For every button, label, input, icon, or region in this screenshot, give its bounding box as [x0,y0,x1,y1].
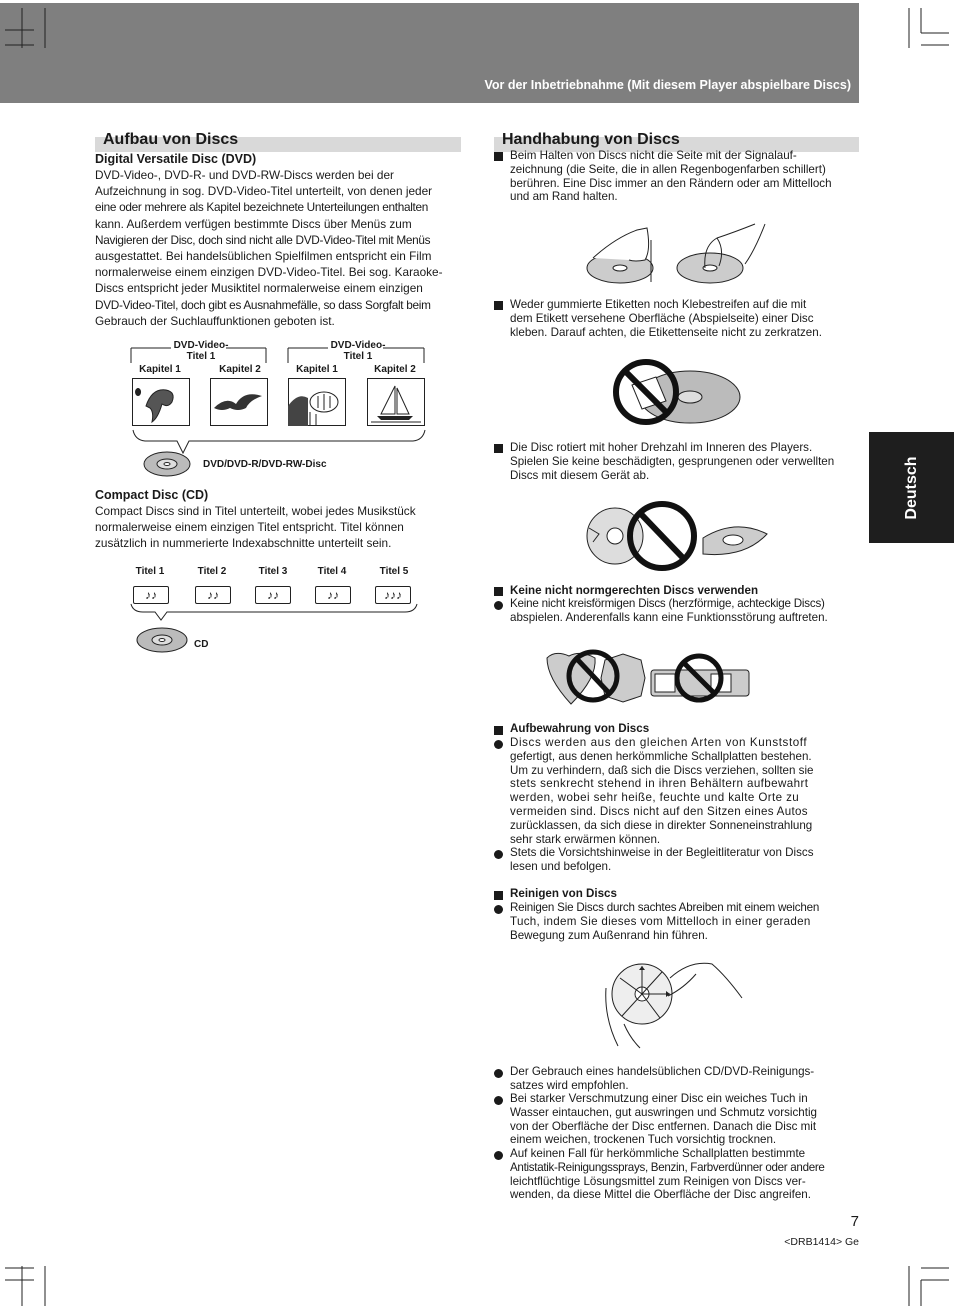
cleaning-heading: Reinigen von Discs [510,887,617,900]
bird-frame-icon [210,378,268,426]
cd-track-box: ♪♪ [315,586,351,604]
cd-title-label: Titel 5 [379,566,409,577]
no-damaged-discs-icon [585,498,770,574]
storage-heading: Aufbewahrung von Discs [510,722,650,735]
chapter-label: Kapitel 2 [374,364,416,375]
title-label-a: DVD-Video- Titel 1 [173,340,229,362]
cleaning-paragraph [510,901,859,942]
text-line: wenden, da diese Mittel die Oberfläche der Disc angreifen. [510,1188,811,1202]
section-title-bar [95,131,461,152]
bullet-square [494,152,503,161]
bullet-dot [494,1069,503,1078]
text-line: normalerweise einem einzigen DVD-Video-Titel. Bei sog. Karaoke- [95,265,443,280]
chapter-label: Kapitel 1 [139,364,181,375]
text-line: und am Rand halten. [510,190,618,204]
text-line: von der Oberfläche der Disc entfernen. Danach die Disc mit [510,1119,817,1133]
text-line: Weder gummierte Etiketten noch Klebestreifen auf die mit [510,298,807,311]
dvd-disc-icon [142,450,192,478]
text-line: normalerweise einem einzigen Titel entspricht. Titel können [95,520,404,535]
cd-track-box: ♪♪ [133,586,169,604]
cd-disc-icon [135,626,189,654]
chapter-label: Kapitel 1 [296,364,338,375]
text-line: sehr stark erwärmen können. [510,832,661,846]
text-line: Wasser eintauchen, gut auswringen und Schmutz vorsichtig [510,1105,817,1119]
language-tab[interactable] [869,432,954,543]
cd-structure-diagram [95,564,461,659]
text-line: Discs entspricht jeder Musiktitel normalerweise einem einzigen [95,281,423,296]
bullet-dot [494,601,503,610]
storage-note-paragraph [510,846,859,874]
text-line: abspielen. Anderenfalls kann eine Funktionsstörung auftreten. [510,610,828,624]
text-line: Aufzeichnung in sog. DVD-Video-Titel unterteilt, von denen jeder [95,184,433,199]
nonstandard-heading: Keine nicht normgerechten Discs verwenden [510,584,759,597]
text-line: gefertigt, aus denen herkömmliche Schallplatten bestehen. [510,749,812,763]
dvd-paragraph [95,167,461,329]
text-line: Discs mit diesem Gerät ab. [510,468,650,482]
label-warning-paragraph [510,298,859,339]
text-line: berühren. Eine Disc immer an den Rändern oder am Mittelloch [510,176,832,190]
cd-title-label: Titel 2 [197,566,227,577]
text-line: Bei starker Verschmutzung einer Disc ein weiches Tuch in [510,1092,808,1105]
bullet-dot [494,1151,503,1160]
bullet-square [494,444,503,453]
section-title: Handhabung von Discs [502,131,680,148]
heavy-dirt-paragraph [510,1092,859,1147]
fish-frame-icon [288,378,346,426]
header-title: Vor der Inbetriebnahme (Mit diesem Player abspielbare Discs) [484,78,851,92]
document-code: <DRB1414> Ge [784,1236,859,1248]
text-line: stets senkrecht stehend in ihren Behältern aufbewahrt [510,777,809,791]
text-line: zusätzlich in nummerierte Indexabschnitte unterteilt sein. [95,536,392,551]
text-line: Auf keinen Fall für herkömmliche Schallplatten bestimmte [510,1147,806,1160]
text-line: kleben. Darauf achten, die Etikettenseite nicht zu zerkratzen. [510,325,822,339]
text-line: zurücklassen, da sich diese in direkter Sonneneinstrahlung [510,818,813,832]
text-line: kann. Außerdem verfügen bestimmte Discs über Menüs zum [95,216,412,231]
bullet-square [494,587,503,596]
solvents-warning-paragraph [510,1147,859,1202]
text-line: Navigieren der Disc, doch sind nicht alle DVD-Video-Titel mit Menüs [95,232,431,247]
bullet-dot [494,905,503,914]
cd-heading: Compact Disc (CD) [95,488,209,502]
cd-title-label: Titel 3 [258,566,288,577]
text-line: Keine nicht kreisförmigen Discs (herzförmige, achteckige Discs) [510,597,825,610]
text-line: Gebrauch der Suchlauffunktionen geboten ist. [95,313,335,328]
text-line: Compact Discs sind in Titel unterteilt, wobei jedes Musikstück [95,504,416,518]
bullet-dot [494,740,503,749]
storage-paragraph [510,736,859,846]
text-line: Antistatik-Reinigungssprays, Benzin, Farbverdünner oder andere [510,1160,825,1174]
cd-title-label: Titel 1 [135,566,165,577]
text-line: Die Disc rotiert mit hoher Drehzahl im Inneren des Players. [510,441,813,454]
dvd-disc-label: DVD/DVD-R/DVD-RW-Disc [203,459,327,470]
text-line: DVD-Video-, DVD-R- und DVD-RW-Discs werden bei der [95,168,394,182]
cd-paragraph [95,503,461,552]
text-line: einem weichen, trockenen Tuch vorsichtig trocknen. [510,1133,777,1147]
text-line: Reinigen Sie Discs durch sachtes Abreiben mit einem weichen [510,901,820,914]
text-line: Bewegung zum Außenrand hin führen. [510,928,708,942]
no-shaped-discs-icon [545,648,755,708]
no-labels-prohibited-icon [612,355,742,429]
text-line: ausgestattet. Bei handelsüblichen Spielfilmen entspricht ein Film [95,249,432,264]
handling-paragraph [510,149,859,204]
text-line: leichtflüchtige Lösungsmittel zum Reinigen von Discs ver- [510,1174,806,1188]
text-line: Um zu verhindern, daß sich die Discs verziehen, sollten sie [510,763,814,777]
text-line: Der Gebrauch eines handelsüblichen CD/DVD-Reinigungs- [510,1065,815,1078]
bullet-square [494,301,503,310]
text-line: DVD-Video-Titel, doch gibt es Ausnahmefälle, so dass Sorgfalt beim [95,297,431,312]
text-line: satzes wird empfohlen. [510,1078,629,1092]
text-line: vermeiden sind. Discs nicht auf den Sitzen eines Autos [510,804,808,818]
language-tab-label: Deutsch [902,455,920,520]
text-line: Tuch, indem Sie dieses vom Mittelloch in einer geraden [510,914,811,928]
page-number: 7 [850,1213,859,1230]
sailboat-frame-icon [367,378,425,426]
cd-disc-label: CD [194,639,209,650]
text-line: Discs werden aus den gleichen Arten von Kunststoff [510,736,808,749]
dvd-structure-diagram [95,338,461,478]
text-line: zeichnung (die Seite, die in allen Regenbogenfarben schillert) [510,162,826,176]
rotation-paragraph [510,441,859,482]
text-line: Stets die Vorsichtshinweise in der Begleitliteratur von Discs [510,846,814,859]
bullet-dot [494,850,503,859]
title-label-b: DVD-Video- Titel 1 [330,340,386,362]
text-line: werden, wobei sehr heiße, feuchte und kalte Orte zu [510,791,800,805]
text-line: dem Etikett versehene Oberfläche (Abspielseite) einer Disc [510,311,814,325]
dolphin-frame-icon [132,378,190,426]
cd-track-box: ♪♪ [255,586,291,604]
text-line: eine oder mehrere als Kapitel bezeichnete Unterteilungen enthalten [95,200,429,215]
cd-track-box: ♪♪♪ [375,586,411,604]
bullet-square [494,726,503,735]
nonstandard-paragraph [510,597,859,625]
dvd-heading: Digital Versatile Disc (DVD) [95,152,257,166]
cleaning-kit-paragraph [510,1065,859,1093]
text-line: Beim Halten von Discs nicht die Seite mit der Signalauf- [510,149,797,162]
cd-track-box: ♪♪ [195,586,231,604]
bullet-dot [494,1096,503,1105]
section-title: Aufbau von Discs [103,131,239,148]
disc-cleaning-icon [600,958,750,1050]
cd-title-label: Titel 4 [317,566,347,577]
chapter-label: Kapitel 2 [219,364,261,375]
hands-holding-disc-icon [585,220,775,290]
bullet-square [494,891,503,900]
text-line: lesen und befolgen. [510,859,612,873]
text-line: Spielen Sie keine beschädigten, gesprungenen oder verwellten [510,454,835,468]
